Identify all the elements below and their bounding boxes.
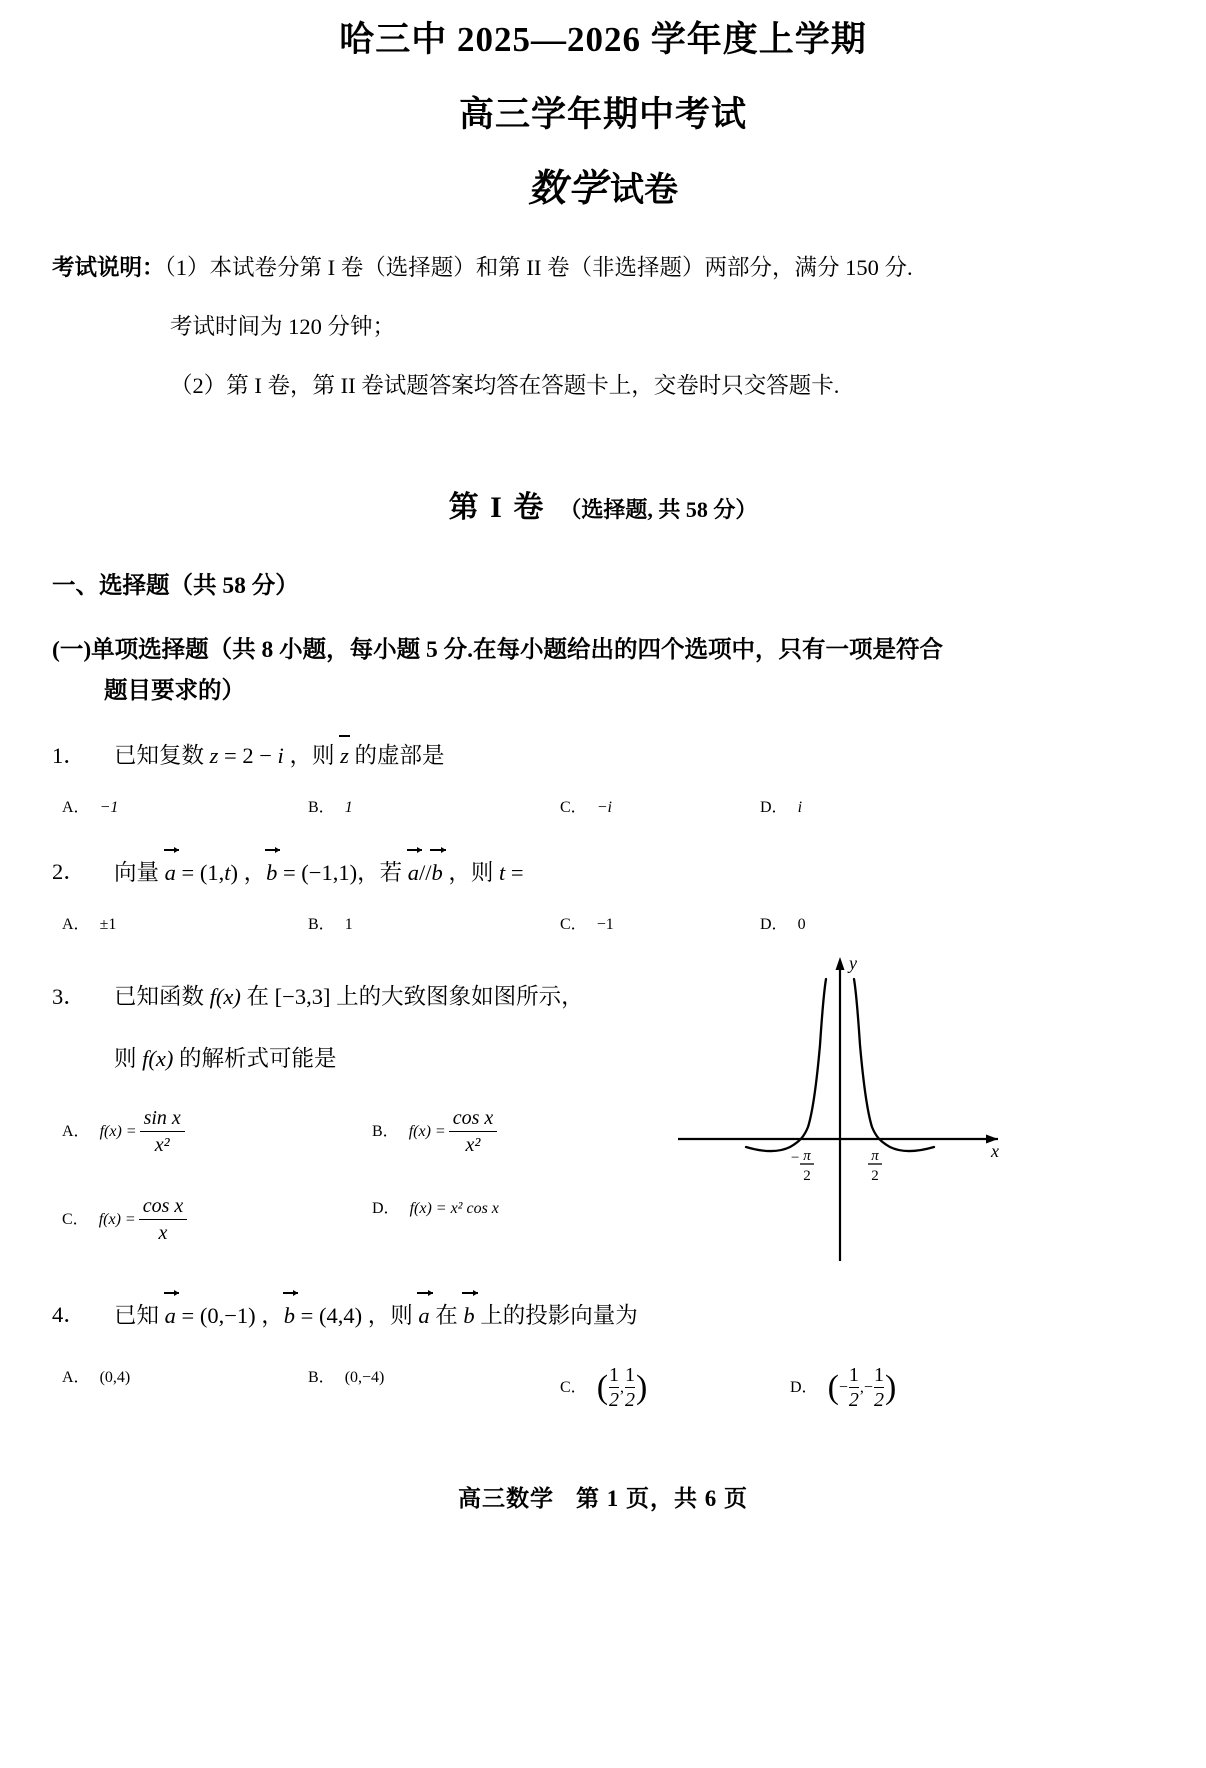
question-3-option-b[interactable] [372,1107,500,1158]
q3-l2a: 则 [114,1046,143,1072]
q1-opt-c-label: C． [560,799,587,817]
q3-func-f2: f [142,1046,149,1072]
q2-var-t: t [224,860,231,886]
question-3-options-row-2 [0,1195,1206,1257]
volume-subtitle: （选择题, 共 58 分） [559,496,758,522]
instruction-item-1: （1）本试卷分第 I 卷（选择题）和第 II 卷（非选择题）两部分，满分 150 分. [164,254,913,280]
q4-mid: 在 [429,1303,464,1329]
question-2 [52,854,1148,891]
question-1-option-a[interactable] [62,794,118,817]
q4-opt-c-paren-close: ) [636,1368,648,1406]
q2-end: = [505,860,524,886]
q1-opt-b-text: 1 [344,799,353,817]
q4-opt-b-text: (0,−4) [344,1369,385,1387]
q1-imag-unit: i [277,743,284,769]
q4-opt-d-minus-1: − [838,1379,848,1397]
q3-interval: [−3,3] [274,984,331,1010]
question-4-stem [52,1303,638,1328]
question-2-option-a[interactable] [62,911,116,934]
q4-opt-d-frac-2: $\frac{1}{2}$ [873,1364,884,1412]
q3-opt-a-fraction [140,1106,185,1157]
q3-l2b: 的解析式可能是 [173,1046,337,1072]
subject-name: 数学 [527,165,608,210]
q4-opt-d-paren-open: ( [827,1368,839,1406]
q3-func-arg2: (x) [148,1046,174,1072]
q3-opt-b-lhs: f(x) = [408,1123,446,1141]
question-4-option-b[interactable] [308,1364,384,1387]
q3-opt-c-fraction [139,1194,188,1245]
q1-opt-d-text: i [797,799,803,817]
instruction-line-2: （2）第 I 卷，第 II 卷试题答案均答在答题卡上，交卷时只交答题卡. [170,372,840,398]
question-2-option-b[interactable] [308,911,353,934]
x-axis-label: x [991,1141,999,1161]
q3-opt-d-lhs: f(x) = x² cos x [409,1200,499,1218]
question-1 [52,738,1148,774]
footer-subject: 高三数学 [458,1486,554,1511]
question-3-number: 3． [52,984,86,1010]
q1-opt-b-label: B． [308,799,335,817]
q3-opt-d-label: D． [372,1200,400,1218]
q2-opt-d-label: D． [760,916,788,934]
function-graph-svg [668,949,1018,1269]
question-3-stem-line-1 [114,979,714,1015]
q4-opt-b-label: B． [308,1369,335,1387]
y-axis-label: y [849,953,857,973]
q3-l1c: 上的大致图象如图所示， [330,984,584,1010]
q2-opt-c-label: C． [560,916,587,934]
q4-vector-a2: a [418,1297,429,1334]
q4-opt-c-frac-2: $\frac{1}{2}$ [625,1364,636,1412]
q2-opt-a-label: A． [62,916,90,934]
x-tick-negative-half-pi [790,1148,814,1184]
q4-stem-prefix: 已知 [114,1303,165,1329]
q2-a-close: ) ， [230,860,267,886]
q3-opt-c-num: cos x [142,1195,184,1218]
q2-parallel-sign: // [418,860,432,886]
q4-b-value: = (4,4) ，则 [295,1303,419,1329]
question-1-option-d[interactable] [760,794,802,817]
question-3-options-row-1 [0,1107,1206,1169]
q3-l1b: 在 [240,984,275,1010]
q1-eq: = 2 − [218,743,278,769]
question-3-option-a[interactable] [62,1107,188,1158]
volume-heading [0,482,1206,526]
question-3-option-c[interactable] [62,1195,190,1246]
q2-opt-b-label: B． [308,916,335,934]
q2-parallel-b: b [431,854,442,891]
q3-opt-c-label: C． [62,1211,89,1229]
x-tick-positive-half-pi [868,1148,882,1184]
exam-instructions [0,249,1206,404]
q3-opt-c-lhs: f(x) = [98,1211,136,1229]
q3-opt-a-den: x² [140,1131,185,1157]
q3-func-f: f [209,984,216,1010]
q4-opt-a-label: A． [62,1369,90,1387]
question-4-options [0,1364,1206,1426]
q4-opt-c-comma: , [620,1379,625,1397]
question-4-option-d[interactable] [790,1364,896,1413]
q1-opt-d-label: D． [760,799,788,817]
tick-left-num: π [803,1148,811,1164]
q3-l1a: 已知函数 [114,984,210,1010]
instruction-line-1-cont: 考试时间为 120 分钟； [170,313,396,339]
curve-left-branch [746,979,826,1151]
q4-opt-c-label: C． [560,1379,587,1397]
curve-right-branch [854,979,934,1151]
subsection-heading-line-1: (一)单项选择题（共 8 小题，每小题 5 分.在每小题给出的四个选项中，只有一项是符合 [52,636,944,663]
subject-suffix: 试卷 [610,172,678,209]
exam-title-line-1: 哈三中 2025—2026 学年度上学期 [339,20,867,59]
tick-left-den: 2 [803,1168,811,1184]
q1-mid: ，则 [283,743,341,769]
q3-opt-a-num: sin x [143,1107,181,1130]
q1-conjugate-z: z [340,738,349,774]
q2-opt-a-text: ±1 [99,916,117,934]
q4-opt-d-minus-2: − [863,1379,873,1397]
q1-opt-a-text: −1 [99,799,119,817]
question-3-figure [668,949,1018,1269]
question-1-option-b[interactable] [308,794,353,817]
q2-vector-a: a [165,854,176,891]
y-axis-arrow [836,957,845,970]
q1-opt-a-label: A． [62,799,90,817]
question-2-number: 2． [52,859,86,885]
q4-suffix: 上的投影向量为 [474,1303,638,1329]
subsection-heading [52,630,1148,712]
q4-vector-b2: b [463,1297,474,1334]
q2-var-t2: t [499,860,506,886]
question-2-option-c[interactable] [560,911,614,934]
q4-opt-d-label: D． [790,1379,818,1397]
exam-page [0,14,1206,1768]
question-4 [52,1297,1148,1334]
page-footer [0,1480,1206,1513]
instruction-line-1 [52,249,1148,286]
q2-parallel-a: a [408,854,419,891]
question-2-stem [52,860,524,885]
question-3-stem-line-2 [114,1041,714,1077]
q3-opt-b-num: cos x [452,1107,494,1130]
tick-left-sign-pi: − [789,1150,801,1166]
exam-title-line-2: 高三学年期中考试 [458,94,747,134]
q2-suffix: ，则 [442,860,499,886]
q3-opt-b-den: x² [449,1131,498,1157]
volume-number: 第 I 卷 [448,490,546,524]
q1-opt-c-text: −i [596,799,612,817]
q2-opt-b-text: 1 [344,916,353,934]
q4-opt-d-frac-1: $\frac{1}{2}$ [848,1364,859,1412]
question-1-options [0,794,1206,828]
question-1-option-c[interactable] [560,794,612,817]
question-1-stem [52,743,444,768]
q1-suffix: 的虚部是 [348,743,445,769]
footer-page-number: 第 1 页，共 6 页 [576,1486,748,1511]
q3-opt-a-label: A． [62,1123,90,1141]
q4-opt-d-paren-close: ) [884,1368,897,1406]
q4-vector-a: a [165,1297,176,1334]
question-3-stem [52,979,714,1077]
q1-stem-prefix: 已知复数 [114,743,210,769]
q2-stem-prefix: 向量 [114,860,165,886]
question-4-option-a[interactable] [62,1364,130,1387]
q3-opt-c-den: x [139,1219,188,1245]
question-2-option-d[interactable] [760,911,806,934]
exam-subject-title [0,161,1206,215]
q4-vector-b: b [284,1297,295,1334]
q4-opt-c-paren-open: ( [596,1368,609,1406]
q4-opt-c-frac-1: $\frac{1}{2}$ [609,1364,620,1412]
q2-opt-d-text: 0 [797,916,806,934]
q4-a-value: = (0,−1) ， [175,1303,284,1329]
q2-a-value: = (1, [175,860,225,886]
instruction-label: 考试说明： [52,254,165,280]
q1-var-z: z [209,743,219,769]
q3-opt-a-lhs: f(x) = [99,1123,137,1141]
section-heading: 一、选择题（共 58 分） [52,572,299,599]
question-4-option-c[interactable] [560,1364,647,1413]
q3-func-arg: (x) [215,984,241,1010]
q4-opt-a-text: (0,4) [99,1369,131,1387]
q2-vector-b: b [266,854,277,891]
question-1-number: 1． [52,743,86,769]
q2-b-value: = (−1,1)，若 [277,860,408,886]
subsection-heading-line-2: 题目要求的） [104,678,245,705]
q3-opt-b-fraction [449,1106,498,1157]
tick-right-num: π [871,1148,879,1164]
question-2-options [0,911,1206,945]
question-4-number: 4． [52,1302,86,1328]
q2-opt-c-text: −1 [596,916,614,934]
q4-opt-d-comma: , [859,1379,864,1397]
question-3-option-d[interactable] [372,1195,499,1218]
q3-opt-b-label: B． [372,1123,399,1141]
tick-right-den: 2 [871,1168,879,1184]
